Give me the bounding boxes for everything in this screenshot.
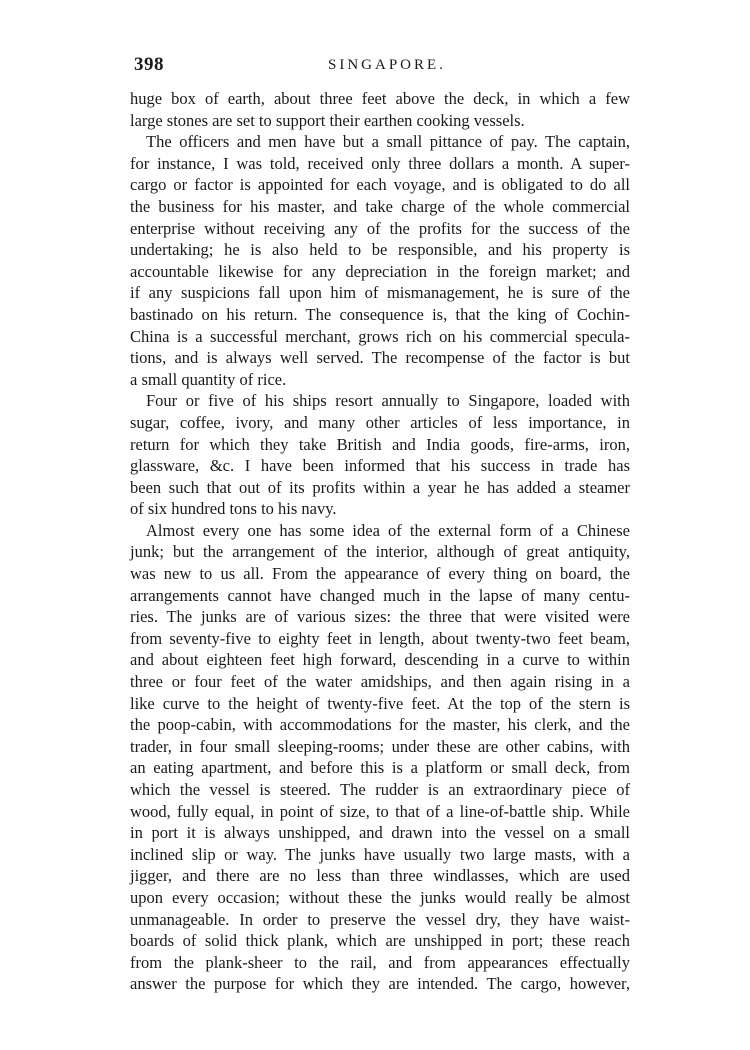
text-line: the poop-cabin, with accommodations for the master, his clerk, and the: [130, 715, 630, 735]
text-line: The officers and men have but a small pittance of pay. The captain,: [146, 132, 630, 152]
text-line: cargo or factor is appointed for each voyage, and is obligated to do all: [130, 175, 630, 195]
paragraph-officers-pay: [130, 131, 630, 390]
text-line: been such that out of its profits within a year he has added a steamer: [130, 477, 630, 497]
text-line: inclined slip or way. The junks have usually two large masts, with a: [130, 844, 630, 864]
text-line: huge box of earth, about three feet above the deck, in which a few: [130, 89, 630, 108]
text-line: a small quantity of rice.: [130, 369, 287, 389]
text-line: enterprise without receiving any of the profits for the success of the: [130, 218, 630, 238]
paragraph-ships-trade: [130, 390, 630, 520]
text-line: answer the purpose for which they are intended. The cargo, however,: [130, 974, 630, 994]
text-line: upon every occasion; without these the junks would really be almost: [130, 887, 630, 907]
text-line: Four or five of his ships resort annually to Singapore, loaded with: [146, 391, 630, 411]
text-line: the business for his master, and take charge of the whole commercial: [130, 196, 630, 216]
text-line: from the plank-sheer to the rail, and from appearances effectually: [130, 952, 630, 972]
text-line: three or four feet of the water amidships, and then again rising in a: [130, 672, 630, 692]
text-line: junk; but the arrangement of the interior, although of great antiquity,: [130, 542, 630, 562]
text-line: wood, fully equal, in point of size, to that of a line-of-battle ship. While: [130, 801, 630, 821]
text-line: in port it is always unshipped, and drawn into the vessel on a small: [130, 823, 630, 843]
text-line: sugar, coffee, ivory, and many other articles of less importance, in: [130, 412, 630, 432]
text-line: for instance, I was told, received only three dollars a month. A super-: [130, 153, 630, 173]
text-line: tions, and is always well served. The recompense of the factor is but: [130, 348, 630, 368]
page-number: 398: [134, 54, 164, 75]
running-head-title: SINGAPORE.: [328, 57, 446, 73]
text-line: like curve to the height of twenty-five feet. At the top of the stern is: [130, 693, 630, 713]
text-line: unmanageable. In order to preserve the vessel dry, they have waist-: [130, 909, 630, 929]
text-line: China is a successful merchant, grows rich on his commercial specula-: [130, 326, 630, 346]
text-line: and about eighteen feet high forward, descending in a curve to within: [130, 650, 630, 670]
paragraph-continuation: [130, 88, 630, 131]
text-line: jigger, and there are no less than three windlasses, which are used: [130, 866, 630, 886]
text-line: which the vessel is steered. The rudder is an extraordinary piece of: [130, 780, 630, 799]
paragraph-chinese-junk: [130, 520, 630, 995]
text-line: accountable likewise for any depreciation in the foreign market; and: [130, 261, 630, 281]
text-line: glassware, &c. I have been informed that his success in trade has: [130, 456, 630, 476]
text-line: large stones are set to support their earthen cooking vessels.: [130, 110, 525, 130]
text-line: Almost every one has some idea of the external form of a Chinese: [146, 520, 630, 540]
text-line: was new to us all. From the appearance of every thing on board, the: [130, 564, 630, 584]
text-line: of six hundred tons to his navy.: [130, 499, 337, 519]
text-line: bastinado on his return. The consequence is, that the king of Cochin-: [130, 304, 630, 324]
text-line: boards of solid thick plank, which are unshipped in port; these reach: [130, 931, 630, 951]
text-line: if any suspicions fall upon him of mismanagement, he is sure of the: [130, 283, 630, 303]
text-line: trader, in four small sleeping-rooms; under these are other cabins, with: [130, 736, 630, 756]
text-line: arrangements cannot have changed much in the lapse of many centu-: [130, 585, 630, 605]
text-line: undertaking; he is also held to be responsible, and his property is: [130, 240, 630, 260]
text-line: an eating apartment, and before this is a platform or small deck, from: [130, 758, 630, 778]
text-line: return for which they take British and India goods, fire-arms, iron,: [130, 434, 630, 454]
text-line: from seventy-five to eighty feet in length, about twenty-two feet beam,: [130, 628, 630, 648]
text-line: ries. The junks are of various sizes: the three that were visited were: [130, 607, 630, 627]
body-text: [130, 88, 630, 995]
